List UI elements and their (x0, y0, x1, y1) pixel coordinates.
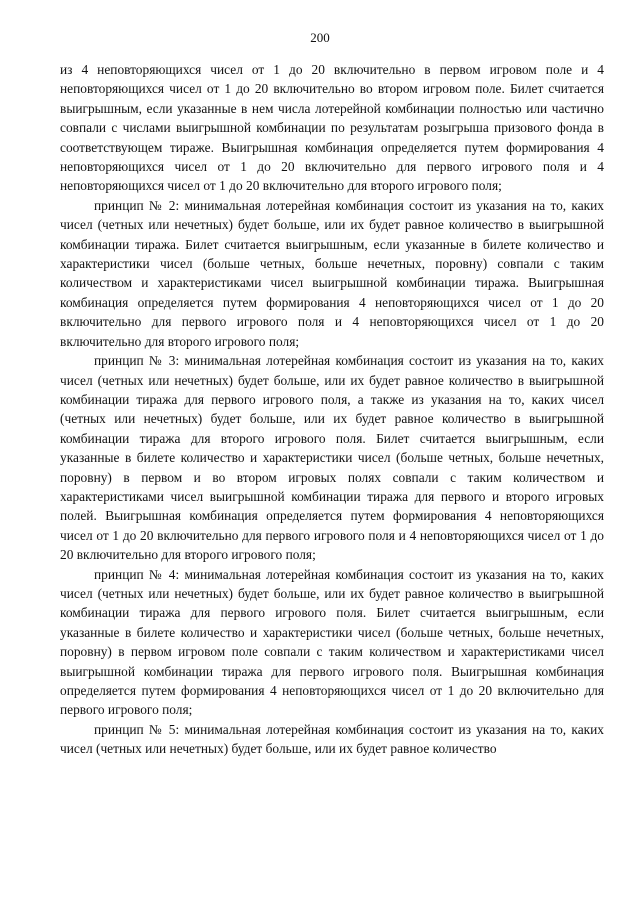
document-body (60, 60, 604, 759)
paragraph-principle-3: принцип № 3: минимальная лотерейная комбинация состоит из указания на то, каких чисел (четных или нечетных) будет больше, или их будет равное количество в выигрышной комбинации тиража для первого игрового поля, а также из указания на то, каких чисел (четных или нечетных) будет больше, или их будет равное количество в выигрышной комбинации тиража для второго игрового поля. Билет считается выигрышным, если указанные в билете количество и характеристики чисел (больше четных, больше нечетных, поровну) в первом и во втором игровых полях совпали с таким количеством и характеристиками чисел выигрышной комбинации тиража для первого и второго игровых полей. Выигрышная комбинация определяется путем формирования 4 неповторяющихся чисел от 1 до 20 включительно для первого игрового поля и 4 неповторяющихся чисел от 1 до 20 включительно для второго игрового поля; (60, 353, 604, 563)
paragraph-principle-4: принцип № 4: минимальная лотерейная комбинация состоит из указания на то, каких чисел (четных или нечетных) будет больше, или их будет равное количество в выигрышной комбинации тиража для первого игрового поля. Билет считается выигрышным, если указанные в билете количество и характеристики чисел (больше четных, больше нечетных, поровну) в первом игровом поле совпали с таким количеством и характеристиками чисел выигрышной комбинации тиража для первого игрового поля. Выигрышная комбинация определяется путем формирования 4 неповторяющихся чисел от 1 до 20 включительно для первого игрового поля; (60, 566, 604, 718)
paragraph-principle-2: принцип № 2: минимальная лотерейная комбинация состоит из указания на то, каких чисел (четных или нечетных) будет больше, или их будет равное количество в выигрышной комбинации тиража. Билет считается выигрышным, если указанные в билете количество и характеристики чисел (больше четных, больше нечетных, поровну) совпали с таким количеством и характеристиками чисел выигрышной комбинации тиража. Выигрышная комбинация определяется путем формирования 4 неповторяющихся чисел от 1 до 20 включительно для первого игрового поля и 4 неповторяющихся чисел от 1 до 20 включительно для второго игрового поля; (60, 197, 604, 349)
paragraph-principle-5: принцип № 5: минимальная лотерейная комбинация состоит из указания на то, каких чисел (четных или нечетных) будет больше, или их будет равное количество (60, 721, 604, 757)
page-number: 200 (310, 30, 330, 45)
paragraph-continuation: из 4 неповторяющихся чисел от 1 до 20 включительно в первом игровом поле и 4 неповторяющихся чисел от 1 до 20 включительно во втором игровом поле. Билет считается выигрышным, если указанные в нем числа лотерейной комбинации полностью или частично совпали с числами выигрышной комбинации по результатам розыгрыша призового фонда в соответствующем тираже. Выигрышная комбинация определяется путем формирования 4 неповторяющихся чисел от 1 до 20 включительно для первого игрового поля и 4 неповторяющихся чисел от 1 до 20 включительно для второго игрового поля; (60, 62, 604, 194)
